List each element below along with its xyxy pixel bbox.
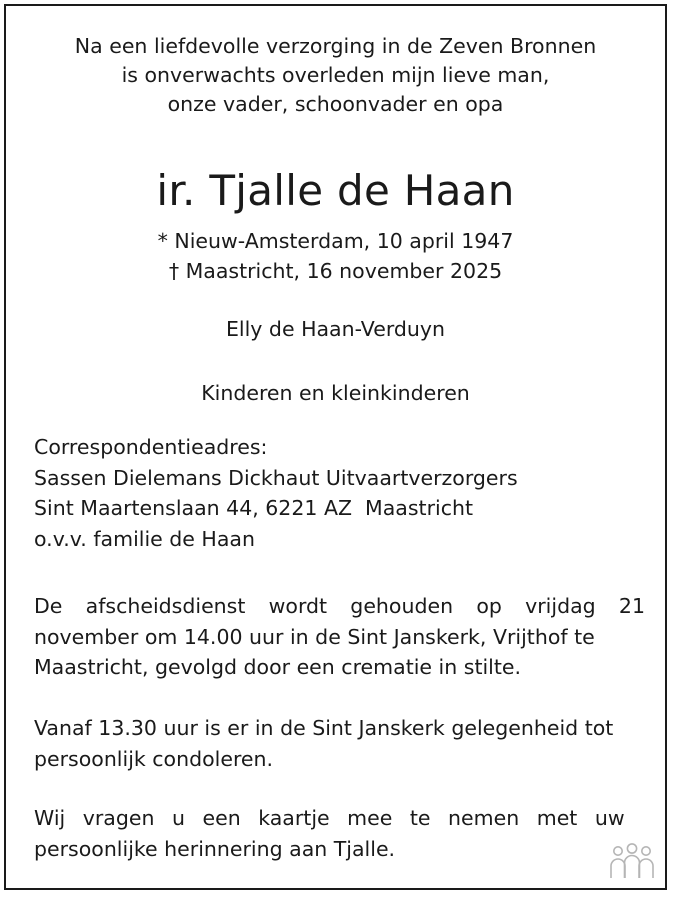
family-line: Kinderen en kleinkinderen — [201, 381, 470, 405]
correspondence-line: Sassen Dielemans Dickhaut Uitvaartverzorgers — [34, 465, 518, 490]
people-group-icon — [609, 842, 655, 880]
condolences-paragraph — [34, 713, 645, 774]
spouse-name: Elly de Haan-Verduyn — [225, 317, 446, 341]
service-paragraph — [34, 591, 645, 683]
intro-line: Na een liefdevolle verzorging in de Zeven Bronnen — [74, 34, 597, 58]
service-line: Maastricht, gevolgd door een crematie in stilte. — [34, 655, 522, 679]
request-paragraph — [34, 803, 645, 864]
correspondence-address — [34, 432, 645, 554]
condolences-line: persoonlijk condoleren. — [34, 746, 274, 771]
condolences-line: Vanaf 13.30 uur is er in de Sint Janskerk gelegenheid tot — [34, 716, 614, 740]
correspondence-line: Sint Maartenslaan 44, 6221 AZ Maastricht — [34, 496, 474, 520]
obituary-card — [4, 4, 667, 890]
birth-date: * Nieuw-Amsterdam, 10 april 1947 — [157, 229, 514, 253]
intro-line: is onverwachts overleden mijn lieve man, — [121, 63, 550, 87]
intro-line: onze vader, schoonvader en opa — [167, 92, 504, 116]
request-line: persoonlijke herinnering aan Tjalle. — [34, 836, 396, 861]
life-dates — [6, 226, 665, 286]
intro-text — [6, 32, 665, 119]
service-line: De afscheidsdienst wordt gehouden op vrijdag 21 — [34, 594, 645, 618]
request-line: Wij vragen u een kaartje mee te nemen met uw — [34, 806, 625, 830]
correspondence-line: o.v.v. familie de Haan — [34, 526, 255, 551]
service-line: november om 14.00 uur in de Sint Janskerk, Vrijthof te — [34, 624, 595, 649]
deceased-name: ir. Tjalle de Haan — [156, 166, 515, 215]
death-date: † Maastricht, 16 november 2025 — [168, 259, 503, 283]
correspondence-line: Correspondentieadres: — [34, 435, 268, 459]
